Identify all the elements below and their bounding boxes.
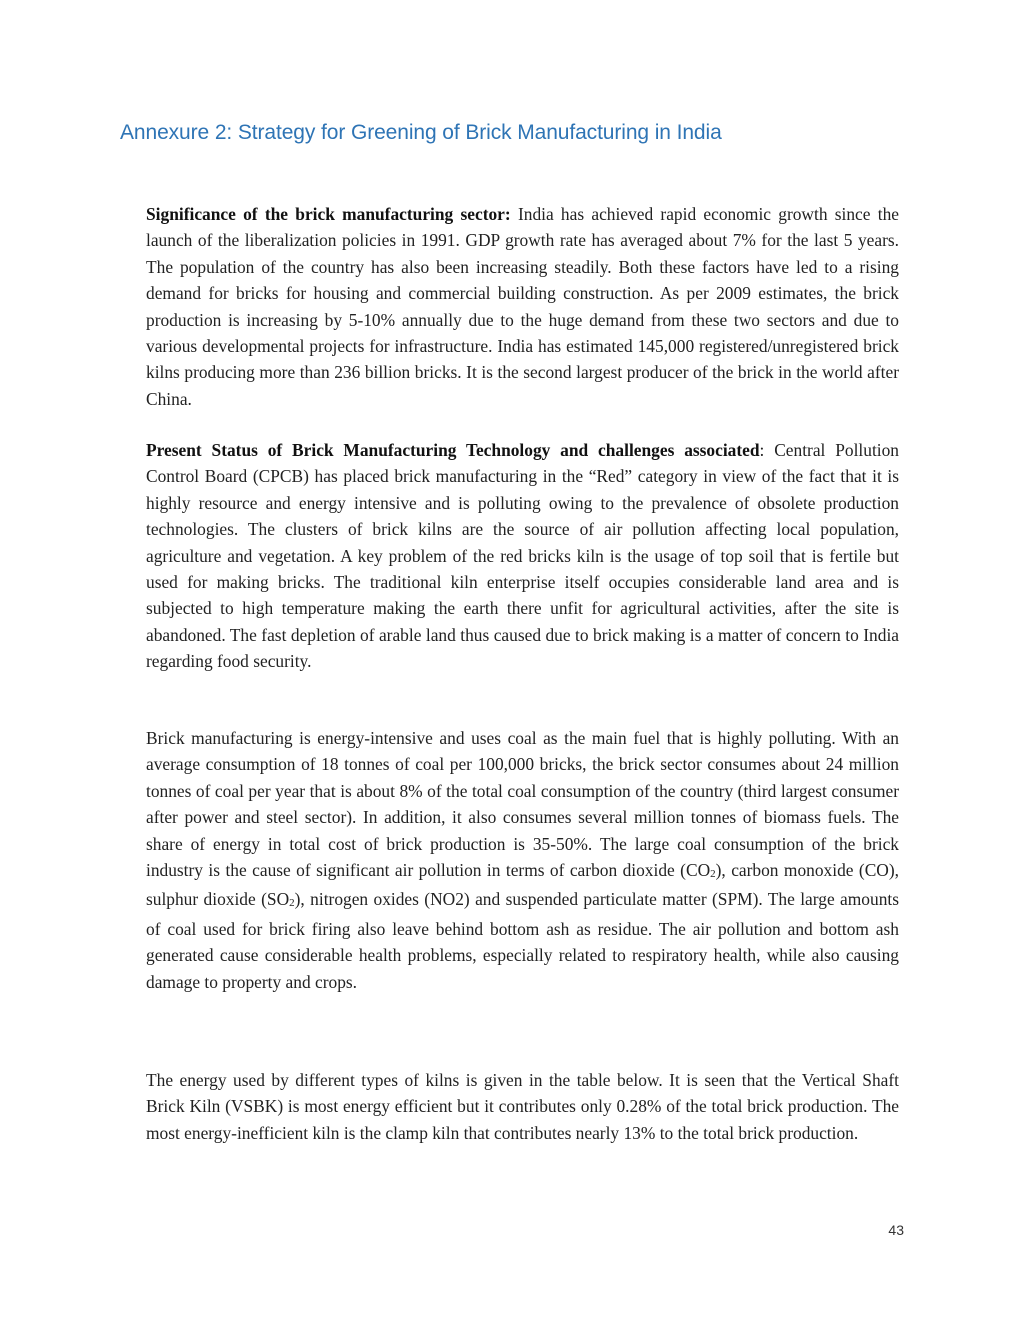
energy-intensive-text-part1: Brick manufacturing is energy-intensive and uses coal as the main fuel that is highly polluting. With an average consumption of 18 tonnes of coal per 100,000 bricks, the brick sector consumes about 24 million tonnes of coal per year that is about 8% of the total coal consumption of the country (third largest consumer after power and steel sector). In addition, it also consumes several million tonnes of biomass fuels. The share of energy in total cost of brick production is 35-50%. The large coal consumption of the brick industry is the cause of significant air pollution in terms of carbon dioxide (CO — [146, 728, 899, 881]
present-status-text: : Central Pollution Control Board (CPCB) has placed brick manufacturing in the “Red” category in view of the fact that it is highly resource and energy intensive and is polluting owing to the prevalence of obsolete production technologies. The clusters of brick kilns are the source of air pollution affecting local population, agriculture and vegetation. A key problem of the red bricks kiln is the usage of top soil that is fertile but used for making bricks. The traditional kiln enterprise itself occupies considerable land area and is subjected to high temperature making the earth there unfit for agricultural activities, after the site is abandoned. The fast depletion of arable land thus caused due to brick making is a matter of concern to India regarding food security. — [146, 440, 899, 672]
co2-subscript: 2 — [710, 868, 716, 881]
energy-intensive-text-part2: ), carbon monoxide (CO), sulphur dioxide (SO — [146, 860, 899, 910]
paragraph-energy-intensive — [146, 725, 899, 995]
so2-subscript: 2 — [289, 897, 295, 910]
paragraph-energy-table-intro: The energy used by different types of kilns is given in the table below. It is seen that the Vertical Shaft Brick Kiln (VSBK) is most energy efficient but it contributes only 0.28% of the total brick production. The most energy-inefficient kiln is the clamp kiln that contributes nearly 13% to the total brick production. — [146, 1070, 899, 1143]
energy-intensive-text-part3: ), nitrogen oxides (NO2) and suspended particulate matter (SPM). The large amounts of coal used for brick firing also leave behind bottom ash as residue. The air pollution and bottom ash generated cause considerable health problems, especially related to respiratory health, while also causing damage to property and crops. — [146, 889, 899, 992]
paragraph-significance — [146, 201, 899, 412]
paragraph-present-status — [146, 437, 899, 675]
significance-label: Significance of the brick manufacturing sector: — [146, 204, 511, 224]
annexure-heading: Annexure 2: Strategy for Greening of Brick Manufacturing in India — [120, 121, 722, 144]
page-number: 43 — [888, 1222, 904, 1238]
present-status-label: Present Status of Brick Manufacturing Technology and challenges associated — [146, 440, 760, 460]
significance-text: India has achieved rapid economic growth since the launch of the liberalization policies in 1991. GDP growth rate has averaged about 7% for the last 5 years. The population of the country has also been increasing steadily. Both these factors have led to a rising demand for bricks for housing and commercial building construction. As per 2009 estimates, the brick production is increasing by 5-10% annually due to the huge demand from these two sectors and due to various developmental projects for infrastructure. India has estimated 145,000 registered/unregistered brick kilns producing more than 236 billion bricks. It is the second largest producer of the brick in the world after China. — [146, 204, 899, 409]
